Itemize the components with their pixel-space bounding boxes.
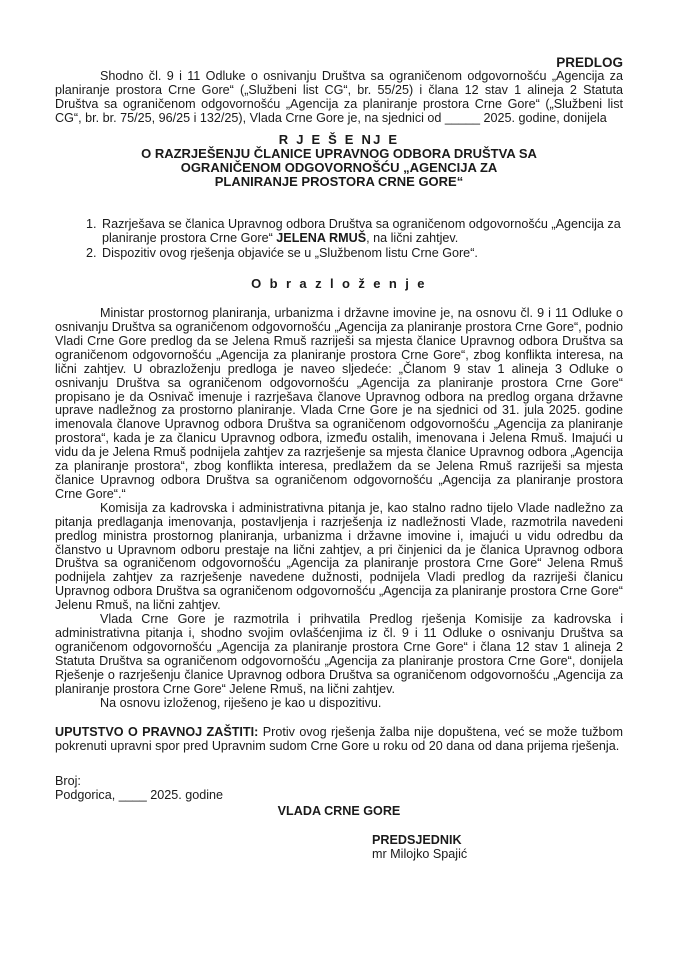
dispositive-item xyxy=(100,246,623,261)
signatory-name: mr Milojko Spajić xyxy=(372,846,468,861)
title-line-3: PLANIRANJE PROSTORA CRNE GORE“ xyxy=(214,173,464,189)
status-label: PREDLOG xyxy=(556,55,623,70)
reasoning-heading: O b r a z l o ž e n j e xyxy=(251,276,427,292)
reasoning-paragraph: Komisija za kadrovska i administrativna pitanja je, kao stalno radno tijelo Vlade nadležno za pitanja predlaganja imenovanja, postavljenja i razrješenja iz nadležnosti Vlade, razmotrila navedeni predlog ministra prostornog planiranja, urbanizma i državne imovine i, imajući u vidu odredbu da članstvo u Upravnom odboru prestaje na lični zahtjev, a pri činjenici da je članica Upravnog odbora Društva sa ograničenom odgovornošću „Agencija za planiranje prostora Crne Gore“ Jelena Rmuš podnijela zahtjev za razrješenje navedene dužnosti, podnijela Vladi predlog da razriješi članicu Upravnog odbora Društva sa ograničenom odgovornošću „Agencija za planiranje prostora Crne Gore“ Jelenu Rmuš, na lični zahtjev. xyxy=(55,500,623,613)
title-heading: R J E Š E NJ E xyxy=(278,131,400,147)
dispositive-text: Dispozitiv ovog rješenja objaviće se u „Službenom listu Crne Gore“. xyxy=(102,245,478,260)
dispositive-text-end: , na lični zahtjev. xyxy=(366,231,459,246)
reference-number: Broj: xyxy=(55,774,81,789)
dismissed-member-name: JELENA RMUŠ xyxy=(276,231,367,246)
decision-title xyxy=(55,133,623,189)
signature-block xyxy=(55,833,623,861)
dispositive-text: Razrješava se članica Upravnog odbora Društva sa ograničenom odgovornošću „Agencija za planiranje prostora Crne Gore“ xyxy=(102,216,621,246)
legal-remedy-label: UPUTSTVO O PRAVNOJ ZAŠTITI: xyxy=(55,725,259,740)
title-line-2: OGRANIČENOM ODGOVORNOŠĆU „AGENCIJA ZA xyxy=(180,159,498,175)
title-line-1: O RAZRJEŠENJU ČLANICE UPRAVNOG ODBORA DRUŠTVA SA xyxy=(141,145,537,161)
document-page xyxy=(55,55,623,861)
preamble-paragraph: Shodno čl. 9 i 11 Odluke o osnivanju Društva sa ograničenom odgovornošću „Agencija za planiranje prostora Crne Gore“ („Službeni list CG“, br. 55/25) i člana 12 stav 1 alineja 2 Statuta Društva sa ograničenom odgovornošću „Agencija za planiranje prostora Crne Gore“ („Službeni list CG“, br. br. 75/25, 96/25 i 132/25), Vlada Crne Gore je, na sjednici od _____ 2025. godine, donijela xyxy=(55,69,623,125)
dispositive-list xyxy=(55,217,623,261)
document-footer xyxy=(55,774,623,860)
legal-remedy-text: Protiv ovog rješenja žalba nije dopuštena, već se može tužbom pokrenuti upravni spor pred Upravnim sudom Crne Gore u roku od 20 dana od dana prijema rješenja. xyxy=(55,725,624,754)
issuer-name: VLADA CRNE GORE xyxy=(277,803,401,818)
dispositive-item xyxy=(100,217,623,246)
reasoning-paragraph: Na osnovu izloženog, riješeno je kao u dispozitivu. xyxy=(100,695,382,710)
signatory-title: PREDSJEDNIK xyxy=(372,832,462,847)
place-date: Podgorica, ____ 2025. godine xyxy=(55,788,224,803)
reasoning-paragraph: Vlada Crne Gore je razmotrila i prihvatila Predlog rješenja Komisije za kadrovska i administrativna pitanja i, shodno svojim ovlašćenjima iz čl. 9 i 11 Odluke o osnivanju Društva sa ograničenom odgovornošću „Agencija za planiranje prostora Crne Gore“ i člana 12 stav 1 alineja 2 Statuta Društva sa ograničenom odgovornošću „Agencija za planiranje prostora Crne Gore“, donijela Rješenje o razrješenju članice Upravnog odbora Društva sa ograničenom odgovornošću „Agencija za planiranje prostora Crne Gore“ Jelene Rmuš, na lični zahtjev. xyxy=(55,612,623,696)
reasoning-paragraph: Ministar prostornog planiranja, urbanizma i državne imovine je, na osnovu čl. 9 i 11 Odluke o osnivanju Društva sa ograničenom odgovornošću „Agencija za planiranje prostora Crne Gore“, podnio Vladi Crne Gore predlog da se Jelena Rmuš razriješi sa mjesta članice Upravnog odbora Društva sa ograničenom odgovornošću „Agencija za planiranje prostora Crne Gore“, zbog konflikta interesa, na lični zahtjev. U obrazloženju predloga je naveo sljedeće: „Članom 9 stav 1 alineja 3 Odluke o osnivanju Društva sa ograničenom odgovornošću „Agencija za planiranje prostora Crne Gore“ propisano je da Osnivač imenuje i razrješava članove Upravnog odbora na predlog organa državne uprave nadležnog za prostorno planiranje. Vlada Crne Gore je na sjednici od 31. jula 2025. godine imenovala članove Upravnog odbora Društva sa ograničenom odgovornošću „Agencija za planiranje prostora“, kada je za članicu Upravnog odbora, između ostalih, imenovana i Jelena Rmuš. Imajući u vidu da je Jelena Rmuš podnijela zahtjev za razrješenje sa mjesta članice Upravnog odbora „Agencija za planiranje prostora“, zbog konflikta interesa, predlažem da se Jelena Rmuš razriješi sa mjesta članice Upravnog odbora Društva sa ograničenom odgovornošću „Agencija za planiranje prostora Crne Gore“.“ xyxy=(55,306,623,501)
legal-remedy-paragraph xyxy=(55,726,623,754)
reasoning-body xyxy=(55,307,623,710)
